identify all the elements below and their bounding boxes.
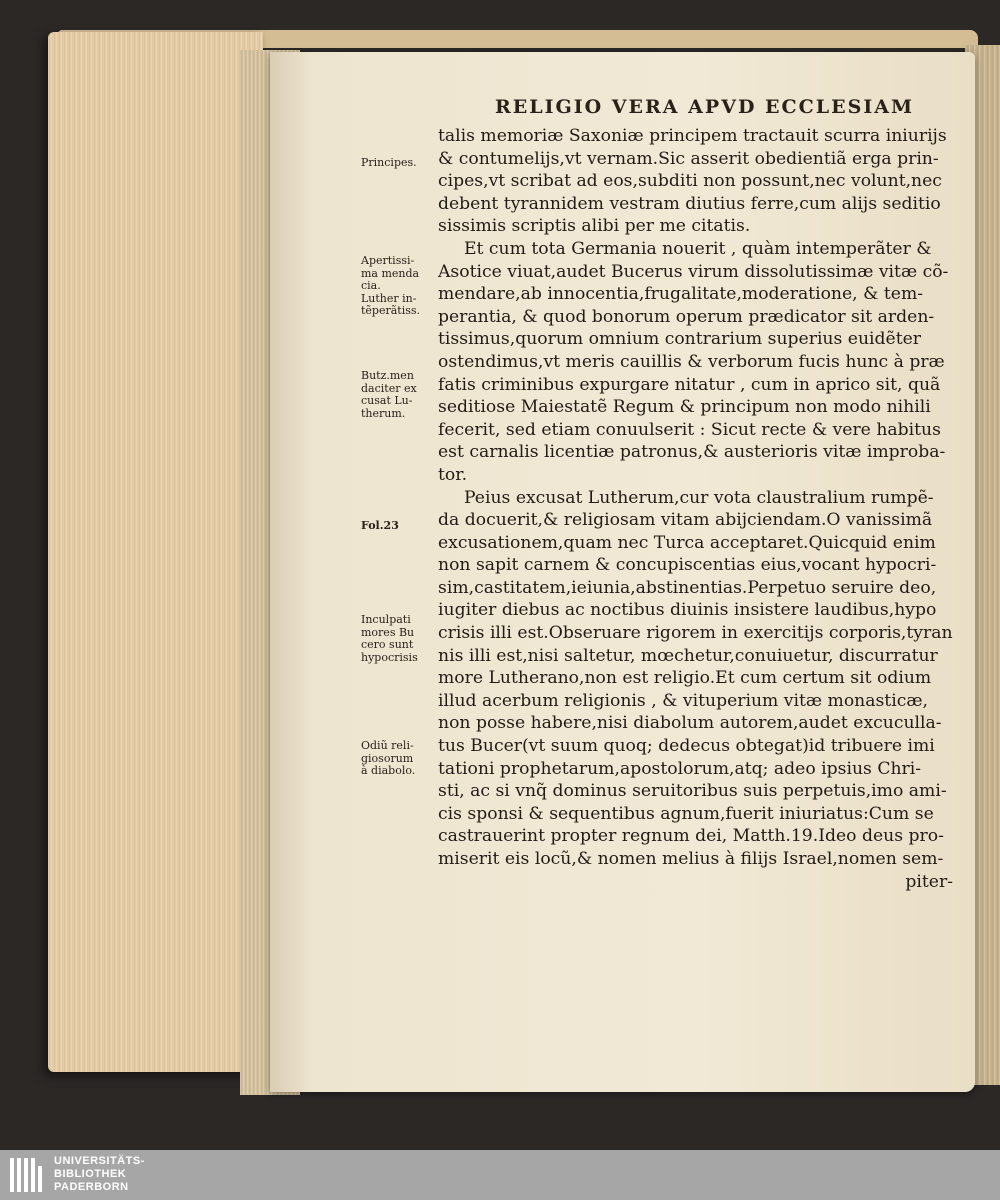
text-line: non posse habere,nisi diabolum autorem,audet excuculla- — [438, 713, 942, 734]
text-line: Peius excusat Lutherum,cur vota claustralium rumpẽ- — [464, 487, 934, 508]
text-line: Asotice viuat,audet Bucerus virum dissolutissimæ vitæ cõ- — [438, 261, 949, 282]
margin-note: Apertissi- ma menda cia. Luther in- tẽperãtiss. — [361, 254, 421, 317]
text-line: nis illi est,nisi saltetur, mœchetur,conuiuetur, discurratur — [438, 645, 938, 666]
text-line: tus Bucer(vt suum quoq; dedecus obtegat)id tribuere imi — [438, 736, 935, 757]
page-stack-edge — [48, 32, 263, 1072]
text-line: sim,castitatem,ieiunia,abstinentias.Perpetuo seruire deo, — [438, 577, 937, 598]
text-line: da docuerit,& religiosam vitam abijciendam.O vanissimã — [438, 510, 933, 531]
text-line: crisis illi est.Obseruare rigorem in exercitijs corporis,tyran — [438, 623, 953, 644]
text-line: excusationem,quam nec Turca acceptaret.Quicquid enim — [438, 532, 936, 553]
library-logo-icon — [8, 1154, 48, 1196]
running-head: RELIGIO VERA APVD ECCLESIAM — [495, 96, 914, 118]
text-line: perantia, & quod bonorum operum prædicator sit arden- — [438, 306, 935, 327]
text-line: more Lutherano,non est religio.Et cum certum sit odium — [438, 668, 932, 689]
text-line: illud acerbum religionis , & vituperium vitæ monasticæ, — [438, 690, 928, 711]
text-line: fecerit, sed etiam conuulserit : Sicut recte & vere habitus — [438, 419, 941, 440]
text-line: debent tyrannidem vestram diutius ferre,cum alijs seditio — [438, 193, 941, 214]
text-line: Et cum tota Germania nouerit , quàm intemperãter & — [464, 238, 932, 259]
text-line: castrauerint propter regnum dei, Matth.19.Ideo deus pro- — [438, 826, 944, 847]
text-line: cipes,vt scribat ad eos,subditi non possunt,nec volunt,nec — [438, 171, 942, 192]
text-line: talis memoriæ Saxoniæ principem tractauit scurra iniurijs — [438, 126, 947, 146]
main-text — [438, 125, 953, 893]
text-line: ostendimus,vt meris cauillis & verborum fucis hunc à præ — [438, 351, 945, 372]
margin-note: Inculpati mores Bu cero sunt hypocrisis — [361, 613, 418, 664]
text-line: tor. — [438, 464, 468, 485]
margin-note: Odiũ reli- giosorum à diabolo. — [361, 739, 416, 777]
text-line: est carnalis licentiæ patronus,& austerioris vitæ improba- — [438, 442, 946, 463]
text-line: tissimus,quorum omnium contrarium superius euidẽter — [438, 329, 921, 350]
library-logo-text: UNIVERSITÄTS- BIBLIOTHEK PADERBORN — [54, 1155, 145, 1193]
text-line: sti, ac si vnq̃ dominus seruitoribus suis perpetuis,imo ami- — [438, 781, 947, 802]
margin-note-folio: Fol.23 — [361, 519, 399, 532]
footer-bar — [0, 1150, 1000, 1200]
text-line: fatis criminibus expurgare nitatur , cum in aprico sit, quã — [438, 374, 941, 395]
text-line: iugiter diebus ac noctibus diuinis insistere laudibus,hypo — [438, 600, 937, 621]
text-line: non sapit carnem & concupiscentias eius,vocant hypocri- — [438, 555, 937, 576]
text-line: tationi prophetarum,apostolorum,atq; adeo ipsius Chri- — [438, 758, 922, 779]
catchword: piter- — [905, 871, 953, 892]
text-line: & contumelijs,vt vernam.Sic asserit obedientiã erga prin- — [438, 148, 939, 169]
text-line: cis sponsi & sequentibus agnum,fuerit iniuriatus:Cum se — [438, 803, 934, 824]
text-line: seditiose Maiestatẽ Regum & principum non modo nihili — [438, 397, 931, 418]
margin-note: Principes. — [361, 156, 417, 169]
margin-note: Butz.men daciter ex cusat Lu- therum. — [361, 369, 417, 420]
text-line: miserit eis locũ,& nomen melius à filijs Israel,nomen sem- — [438, 849, 944, 869]
text-line: mendare,ab innocentia,frugalitate,moderatione, & tem- — [438, 284, 924, 305]
text-line: sissimis scriptis alibi per me citatis. — [438, 216, 751, 237]
